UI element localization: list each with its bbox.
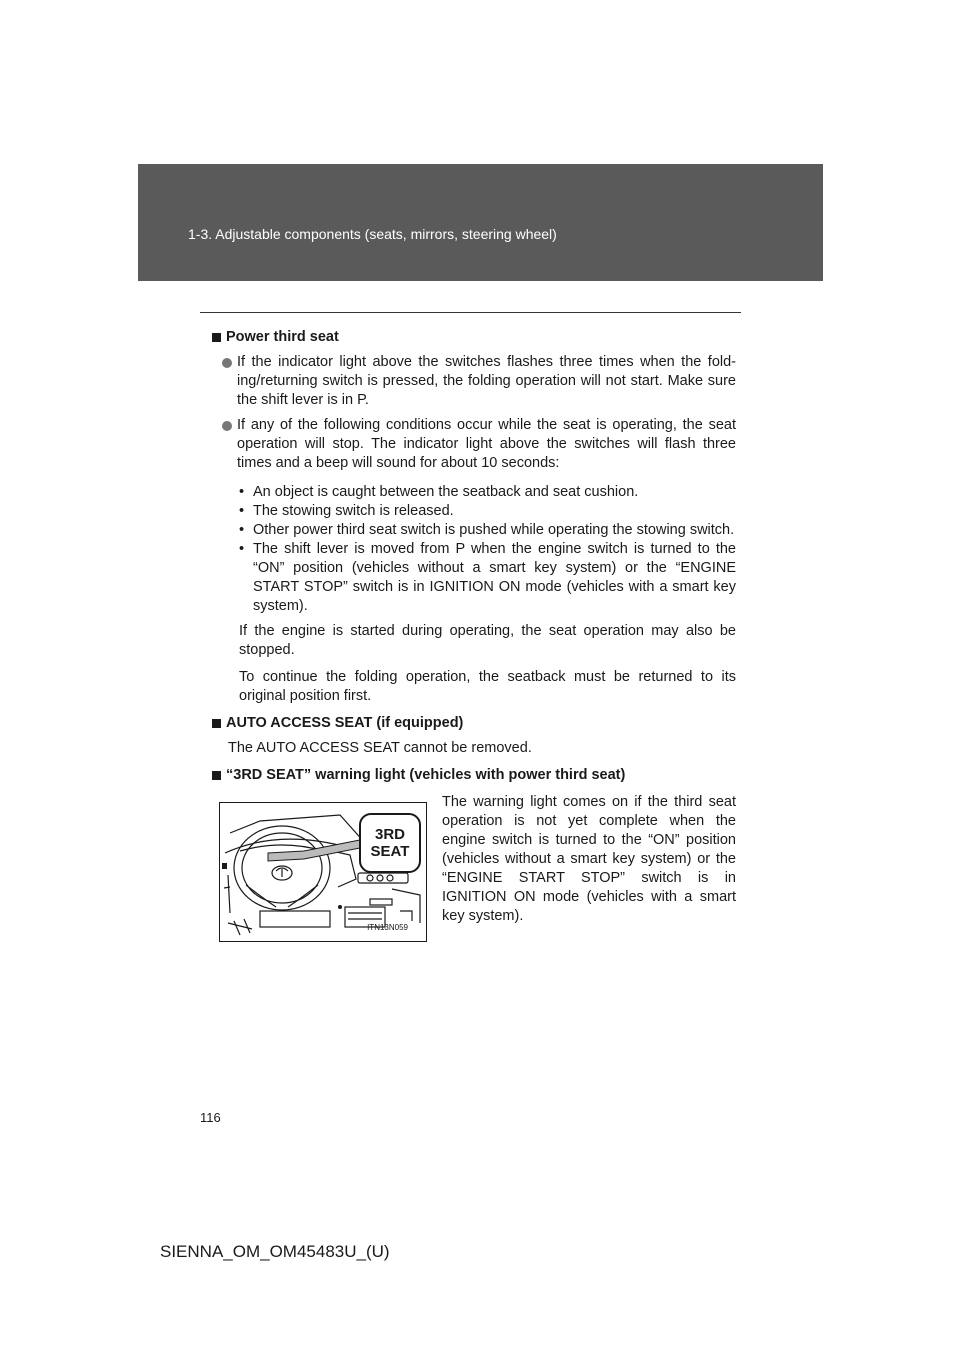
- condition-item: • The shift lever is moved from P when the engine switch is turned to the “ON” position (vehicles without a smart key system) or the “ENGINE START STOP” switch is in IGNITION ON mode (vehicles with a smart key system).: [237, 540, 736, 616]
- divider-line: [200, 312, 741, 313]
- heading-auto-access-seat: AUTO ACCESS SEAT (if equipped): [212, 714, 736, 733]
- footer-document-code: SIENNA_OM_OM45483U_(U): [160, 1242, 390, 1261]
- 3rd-seat-warning-icon: 3RD SEAT: [359, 813, 421, 873]
- square-bullet-icon: [212, 333, 221, 342]
- warning-light-description: The warning light comes on if the third seat operation is not yet complete when the engine switch is turned to the “ON” position (vehicles without a smart key system) or the “ENGINE START STOP” switch is in IGNITION ON mode (vehicles with a smart key system).: [442, 794, 736, 924]
- dashboard-illustration: [219, 802, 427, 942]
- engine-start-note: If the engine is started during operating, the seat operation may also be stopped.: [239, 623, 736, 658]
- figure-code: ITN13N059: [367, 923, 408, 932]
- square-bullet-icon: [212, 719, 221, 728]
- page-content: [212, 328, 736, 942]
- condition-item: • Other power third seat switch is pushed while operating the stowing switch.: [237, 521, 736, 540]
- square-bullet-icon: [212, 771, 221, 780]
- list-item: If the indicator light above the switches flashes three times when the fold-ing/returning switch is pressed, the folding operation will not start. Make sure the shift lever is in P.: [222, 353, 736, 410]
- heading-3rd-seat-warning: “3RD SEAT” warning light (vehicles with power third seat): [212, 766, 736, 785]
- conditions-block: If any of the following conditions occur while the seat is operating, the seat operation will stop. The indicator light above the switches will flash three times and a beep will sound for about 10 seconds: • An object is caught between the seatback and seat cushion. • The stowing switch is released. • Other power third seat switch is pushed while operating the stowing switch. • The shift lever is moved from P when the engine switch is turned to the “ON” position (vehicles without a smart key system) or the “ENGINE START STOP” switch is in IGNITION ON mode (vehicles with a smart key system).: [237, 416, 736, 616]
- heading-power-third-seat: Power third seat: [212, 328, 736, 347]
- auto-access-note: The AUTO ACCESS SEAT cannot be removed.: [228, 740, 532, 756]
- circle-bullet-icon: [222, 421, 232, 431]
- warning-light-row: [212, 793, 736, 942]
- list-item: [222, 416, 736, 616]
- section-title: 1-3. Adjustable components (seats, mirrors, steering wheel): [188, 226, 557, 242]
- page-number: 116: [200, 1110, 221, 1125]
- conditions-list: [237, 483, 736, 616]
- circle-bullet-icon: [222, 358, 232, 368]
- condition-item: • An object is caught between the seatback and seat cushion.: [237, 483, 736, 502]
- continue-note: To continue the folding operation, the seatback must be returned to its original position first.: [239, 669, 736, 704]
- header-bar: [138, 164, 823, 281]
- condition-item: • The stowing switch is released.: [237, 502, 736, 521]
